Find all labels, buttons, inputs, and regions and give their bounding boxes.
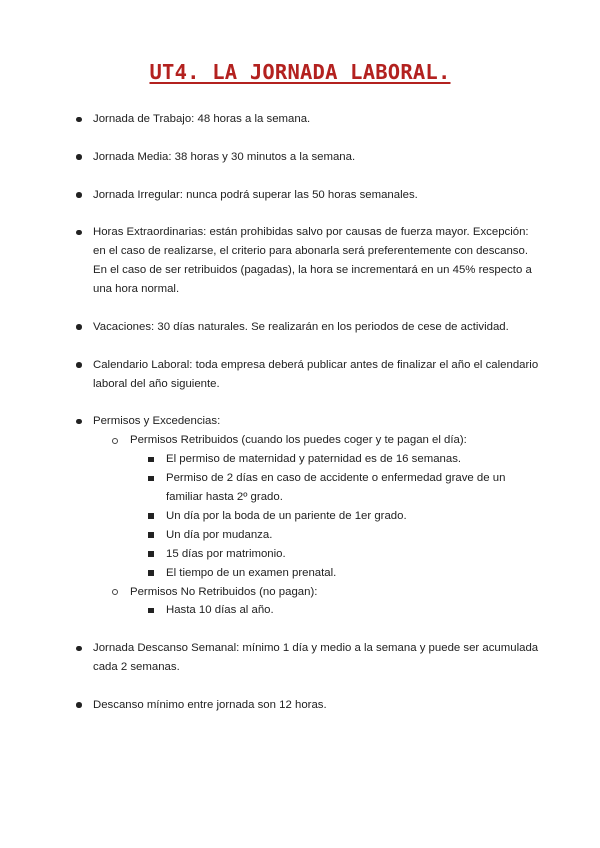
list-item-text: Calendario Laboral: toda empresa deberá publicar antes de finalizar el año el calendario laboral del año siguiente. xyxy=(93,358,539,390)
list-item-text: Descanso mínimo entre jornada son 12 horas. xyxy=(93,698,327,711)
subsublist-item xyxy=(130,601,540,620)
subsublist-item-text: 15 días por matrimonio. xyxy=(166,547,286,560)
subsublist-item-text: Un día por la boda de un pariente de 1er grado. xyxy=(166,509,407,522)
bullet-list xyxy=(0,110,600,734)
subsublist xyxy=(130,601,540,620)
sublist xyxy=(93,431,540,620)
bullet-dot-icon xyxy=(76,230,82,236)
list-item-text: Jornada Media: 38 horas y 30 minutos a la semana. xyxy=(93,150,356,163)
bullet-square-icon xyxy=(148,532,154,538)
bullet-square-icon xyxy=(148,551,154,557)
sublist-item-text: Permisos Retribuidos (cuando los puedes coger y te pagan el día): xyxy=(130,434,467,447)
bullet-dot-icon xyxy=(76,362,82,368)
bullet-dot-icon xyxy=(76,324,82,330)
list-item xyxy=(0,110,600,129)
list-item-text: Vacaciones: 30 días naturales. Se realizarán en los periodos de cese de actividad. xyxy=(93,320,509,333)
list-item-text: Jornada de Trabajo: 48 horas a la semana. xyxy=(93,113,311,125)
bullet-dot-icon xyxy=(76,419,82,425)
list-item xyxy=(0,186,600,205)
subsublist-item-text: Hasta 10 días al año. xyxy=(166,604,274,617)
subsublist-item xyxy=(130,450,540,469)
sublist-item-no-retribuidos xyxy=(93,583,540,621)
subsublist-item-text: El tiempo de un examen prenatal. xyxy=(166,566,337,579)
subsublist-item xyxy=(130,545,540,564)
list-item xyxy=(0,356,600,394)
bullet-dot-icon xyxy=(76,192,82,198)
subsublist-item-text: Un día por mudanza. xyxy=(166,528,273,541)
list-item xyxy=(0,148,600,167)
bullet-dot-icon xyxy=(76,702,82,708)
subsublist-item xyxy=(130,469,540,507)
list-item-text: Jornada Descanso Semanal: mínimo 1 día y medio a la semana y puede ser acumulada cada 2 semanas. xyxy=(93,642,539,674)
bullet-dot-icon xyxy=(76,117,82,123)
bullet-circle-icon xyxy=(112,589,118,595)
bullet-square-icon xyxy=(148,476,154,482)
subsublist-item-text: El permiso de maternidad y paternidad es de 16 semanas. xyxy=(166,453,462,466)
sublist-item-retribuidos xyxy=(93,431,540,582)
list-item-text: Jornada Irregular: nunca podrá superar las 50 horas semanales. xyxy=(93,188,418,201)
list-item xyxy=(0,639,600,677)
bullet-dot-icon xyxy=(76,646,82,652)
subsublist xyxy=(130,450,540,582)
bullet-square-icon xyxy=(148,608,154,614)
list-item-permisos xyxy=(0,412,600,620)
bullet-dot-icon xyxy=(76,154,82,160)
bullet-square-icon xyxy=(148,457,154,463)
list-item-text: Horas Extraordinarias: están prohibidas salvo por causas de fuerza mayor. Excepción: en el caso de realizarse, el criterio para abonarla será preferentemente con descanso. En el caso de ser retribuidos (pagadas), la hora se incrementará en un 45% respecto a una hora normal. xyxy=(93,226,532,296)
subsublist-item xyxy=(130,526,540,545)
bullet-square-icon xyxy=(148,513,154,519)
bullet-circle-icon xyxy=(112,438,118,444)
subsublist-item xyxy=(130,564,540,583)
list-item xyxy=(0,318,600,337)
page-title: UT4. LA JORNADA LABORAL. xyxy=(149,60,451,84)
list-item xyxy=(0,696,600,715)
list-item xyxy=(0,223,600,299)
bullet-square-icon xyxy=(148,570,154,576)
list-item-text: Permisos y Excedencias: xyxy=(93,415,221,428)
subsublist-item-text: Permiso de 2 días en caso de accidente o enfermedad grave de un familiar hasta 2º grado. xyxy=(166,472,506,504)
subsublist-item xyxy=(130,507,540,526)
sublist-item-text: Permisos No Retribuidos (no pagan): xyxy=(130,585,318,598)
